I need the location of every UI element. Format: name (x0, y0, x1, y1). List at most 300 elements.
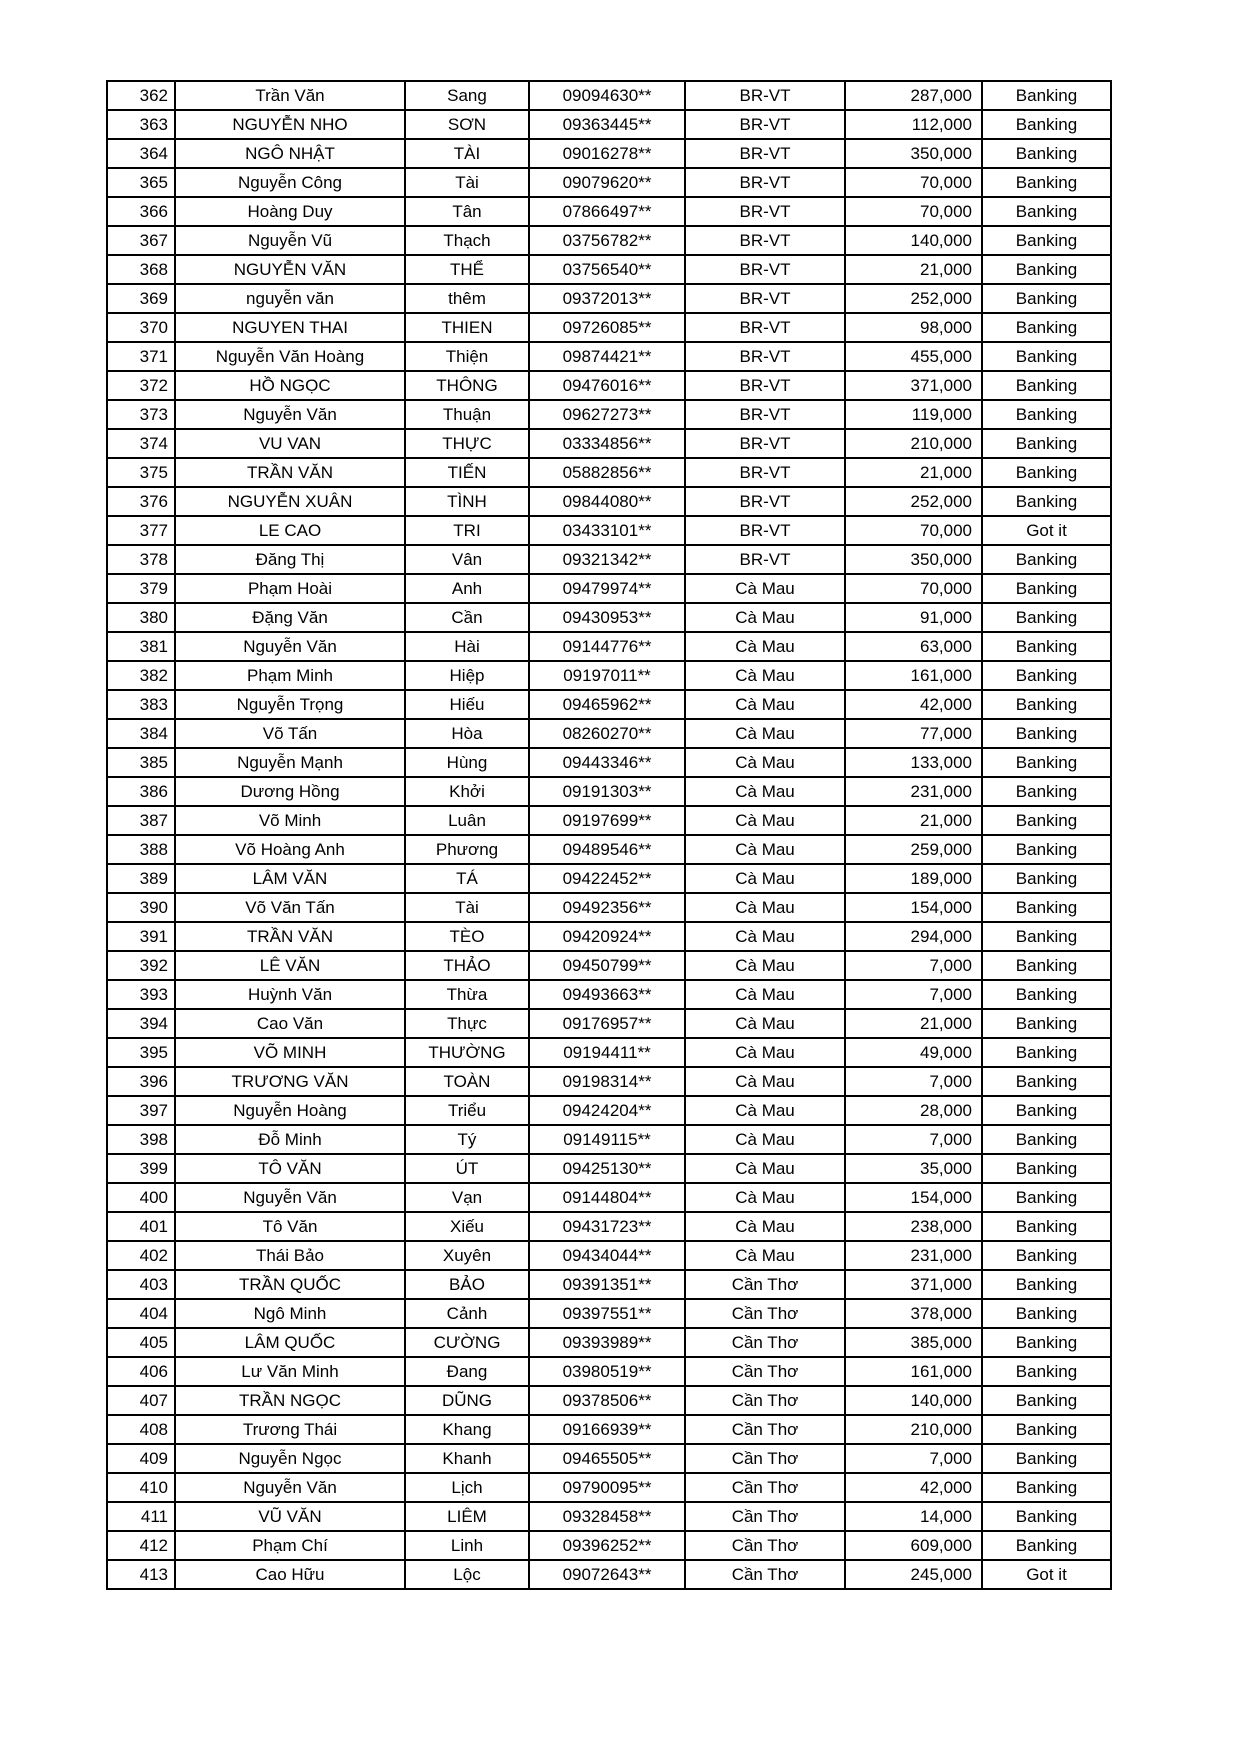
amount-cell: 385,000 (845, 1328, 982, 1357)
amount-cell: 455,000 (845, 342, 982, 371)
phone-masked-cell: 09443346** (529, 748, 685, 777)
row-number-cell: 402 (107, 1241, 175, 1270)
table-row (107, 951, 1111, 980)
last-name-cell: Hiếu (405, 690, 529, 719)
last-name-cell: Cần (405, 603, 529, 632)
amount-cell: 63,000 (845, 632, 982, 661)
first-name-cell: NGUYỄN XUÂN (175, 487, 405, 516)
first-name-cell: Dương Hồng (175, 777, 405, 806)
last-name-cell: Khang (405, 1415, 529, 1444)
amount-cell: 210,000 (845, 429, 982, 458)
row-number-cell: 398 (107, 1125, 175, 1154)
province-cell: Cà Mau (685, 1154, 845, 1183)
phone-masked-cell: 09072643** (529, 1560, 685, 1589)
province-cell: Cà Mau (685, 719, 845, 748)
phone-masked-cell: 09144804** (529, 1183, 685, 1212)
status-cell: Banking (982, 1444, 1111, 1473)
province-cell: Cà Mau (685, 603, 845, 632)
phone-masked-cell: 09149115** (529, 1125, 685, 1154)
province-cell: Cần Thơ (685, 1328, 845, 1357)
row-number-cell: 391 (107, 922, 175, 951)
row-number-cell: 401 (107, 1212, 175, 1241)
row-number-cell: 372 (107, 371, 175, 400)
amount-cell: 21,000 (845, 1009, 982, 1038)
first-name-cell: HỒ NGỌC (175, 371, 405, 400)
table-row (107, 690, 1111, 719)
status-cell: Banking (982, 458, 1111, 487)
row-number-cell: 407 (107, 1386, 175, 1415)
table-row (107, 371, 1111, 400)
phone-masked-cell: 07866497** (529, 197, 685, 226)
status-cell: Banking (982, 197, 1111, 226)
amount-cell: 35,000 (845, 1154, 982, 1183)
row-number-cell: 410 (107, 1473, 175, 1502)
table-row (107, 226, 1111, 255)
phone-masked-cell: 09094630** (529, 81, 685, 110)
row-number-cell: 388 (107, 835, 175, 864)
table-row (107, 487, 1111, 516)
table-row (107, 1241, 1111, 1270)
row-number-cell: 375 (107, 458, 175, 487)
phone-masked-cell: 09465505** (529, 1444, 685, 1473)
first-name-cell: Võ Hoàng Anh (175, 835, 405, 864)
phone-masked-cell: 09434044** (529, 1241, 685, 1270)
amount-cell: 245,000 (845, 1560, 982, 1589)
last-name-cell: Tân (405, 197, 529, 226)
first-name-cell: Hoàng Duy (175, 197, 405, 226)
status-cell: Banking (982, 1067, 1111, 1096)
table-row (107, 1502, 1111, 1531)
province-cell: Cà Mau (685, 922, 845, 951)
table-row (107, 400, 1111, 429)
row-number-cell: 364 (107, 139, 175, 168)
amount-cell: 371,000 (845, 1270, 982, 1299)
table-row (107, 574, 1111, 603)
amount-cell: 98,000 (845, 313, 982, 342)
province-cell: BR-VT (685, 458, 845, 487)
province-cell: BR-VT (685, 313, 845, 342)
phone-masked-cell: 09198314** (529, 1067, 685, 1096)
phone-masked-cell: 09476016** (529, 371, 685, 400)
last-name-cell: ÚT (405, 1154, 529, 1183)
table-row (107, 1299, 1111, 1328)
table-row (107, 1154, 1111, 1183)
amount-cell: 70,000 (845, 574, 982, 603)
status-cell: Banking (982, 139, 1111, 168)
province-cell: Cần Thơ (685, 1270, 845, 1299)
province-cell: Cà Mau (685, 1125, 845, 1154)
amount-cell: 91,000 (845, 603, 982, 632)
first-name-cell: VŨ VĂN (175, 1502, 405, 1531)
province-cell: Cần Thơ (685, 1444, 845, 1473)
phone-masked-cell: 09363445** (529, 110, 685, 139)
row-number-cell: 374 (107, 429, 175, 458)
amount-cell: 259,000 (845, 835, 982, 864)
row-number-cell: 366 (107, 197, 175, 226)
province-cell: Cà Mau (685, 806, 845, 835)
amount-cell: 231,000 (845, 777, 982, 806)
last-name-cell: Tý (405, 1125, 529, 1154)
phone-masked-cell: 09465962** (529, 690, 685, 719)
amount-cell: 378,000 (845, 1299, 982, 1328)
status-cell: Banking (982, 284, 1111, 313)
phone-masked-cell: 09420924** (529, 922, 685, 951)
amount-cell: 140,000 (845, 1386, 982, 1415)
row-number-cell: 377 (107, 516, 175, 545)
province-cell: Cần Thơ (685, 1357, 845, 1386)
amount-cell: 28,000 (845, 1096, 982, 1125)
amount-cell: 161,000 (845, 1357, 982, 1386)
last-name-cell: Thực (405, 1009, 529, 1038)
first-name-cell: TÔ VĂN (175, 1154, 405, 1183)
phone-masked-cell: 09431723** (529, 1212, 685, 1241)
last-name-cell: Triểu (405, 1096, 529, 1125)
table-row (107, 748, 1111, 777)
last-name-cell: SƠN (405, 110, 529, 139)
row-number-cell: 397 (107, 1096, 175, 1125)
table-row (107, 922, 1111, 951)
first-name-cell: NGUYỄN VĂN (175, 255, 405, 284)
phone-masked-cell: 03756782** (529, 226, 685, 255)
amount-cell: 70,000 (845, 516, 982, 545)
amount-cell: 140,000 (845, 226, 982, 255)
first-name-cell: Huỳnh Văn (175, 980, 405, 1009)
phone-masked-cell: 09874421** (529, 342, 685, 371)
last-name-cell: THỰC (405, 429, 529, 458)
first-name-cell: Trần Văn (175, 81, 405, 110)
table-row (107, 81, 1111, 110)
amount-cell: 14,000 (845, 1502, 982, 1531)
phone-masked-cell: 08260270** (529, 719, 685, 748)
phone-masked-cell: 09489546** (529, 835, 685, 864)
table-row (107, 313, 1111, 342)
phone-masked-cell: 03433101** (529, 516, 685, 545)
amount-cell: 238,000 (845, 1212, 982, 1241)
status-cell: Banking (982, 1415, 1111, 1444)
row-number-cell: 380 (107, 603, 175, 632)
table-row (107, 429, 1111, 458)
status-cell: Banking (982, 1502, 1111, 1531)
table-row (107, 1531, 1111, 1560)
table-row (107, 893, 1111, 922)
row-number-cell: 365 (107, 168, 175, 197)
province-cell: Cà Mau (685, 1241, 845, 1270)
row-number-cell: 382 (107, 661, 175, 690)
status-cell: Banking (982, 748, 1111, 777)
province-cell: BR-VT (685, 81, 845, 110)
last-name-cell: Hài (405, 632, 529, 661)
table-row (107, 1212, 1111, 1241)
last-name-cell: Tài (405, 893, 529, 922)
first-name-cell: TRẦN NGỌC (175, 1386, 405, 1415)
status-cell: Banking (982, 806, 1111, 835)
first-name-cell: TRẦN QUỐC (175, 1270, 405, 1299)
province-cell: Cần Thơ (685, 1531, 845, 1560)
province-cell: Cà Mau (685, 1067, 845, 1096)
row-number-cell: 384 (107, 719, 175, 748)
amount-cell: 231,000 (845, 1241, 982, 1270)
document-page (106, 80, 1112, 1590)
province-cell: BR-VT (685, 168, 845, 197)
last-name-cell: TÈO (405, 922, 529, 951)
amount-cell: 294,000 (845, 922, 982, 951)
table-row (107, 284, 1111, 313)
first-name-cell: Phạm Hoài (175, 574, 405, 603)
status-cell: Banking (982, 1212, 1111, 1241)
province-cell: BR-VT (685, 516, 845, 545)
first-name-cell: VÕ MINH (175, 1038, 405, 1067)
row-number-cell: 392 (107, 951, 175, 980)
status-cell: Banking (982, 1096, 1111, 1125)
province-cell: Cần Thơ (685, 1386, 845, 1415)
status-cell: Banking (982, 1357, 1111, 1386)
province-cell: Cà Mau (685, 893, 845, 922)
amount-cell: 371,000 (845, 371, 982, 400)
province-cell: BR-VT (685, 226, 845, 255)
first-name-cell: Phạm Minh (175, 661, 405, 690)
phone-masked-cell: 09166939** (529, 1415, 685, 1444)
amount-cell: 112,000 (845, 110, 982, 139)
row-number-cell: 389 (107, 864, 175, 893)
row-number-cell: 404 (107, 1299, 175, 1328)
first-name-cell: Nguyễn Vũ (175, 226, 405, 255)
status-cell: Got it (982, 516, 1111, 545)
first-name-cell: TRẦN VĂN (175, 458, 405, 487)
last-name-cell: Thuận (405, 400, 529, 429)
table-row (107, 1038, 1111, 1067)
last-name-cell: Khanh (405, 1444, 529, 1473)
status-cell: Banking (982, 777, 1111, 806)
amount-cell: 7,000 (845, 1125, 982, 1154)
amount-cell: 42,000 (845, 690, 982, 719)
last-name-cell: Hiệp (405, 661, 529, 690)
first-name-cell: NGUYỄN NHO (175, 110, 405, 139)
table-body (107, 81, 1111, 1589)
phone-masked-cell: 09450799** (529, 951, 685, 980)
first-name-cell: VU VAN (175, 429, 405, 458)
phone-masked-cell: 09378506** (529, 1386, 685, 1415)
amount-cell: 7,000 (845, 980, 982, 1009)
phone-masked-cell: 09492356** (529, 893, 685, 922)
amount-cell: 350,000 (845, 545, 982, 574)
phone-masked-cell: 09391351** (529, 1270, 685, 1299)
province-cell: Cà Mau (685, 951, 845, 980)
last-name-cell: Thừa (405, 980, 529, 1009)
last-name-cell: TÁ (405, 864, 529, 893)
last-name-cell: LIÊM (405, 1502, 529, 1531)
table-row (107, 1183, 1111, 1212)
first-name-cell: LÂM VĂN (175, 864, 405, 893)
amount-cell: 21,000 (845, 806, 982, 835)
phone-masked-cell: 09422452** (529, 864, 685, 893)
status-cell: Banking (982, 661, 1111, 690)
province-cell: BR-VT (685, 371, 845, 400)
province-cell: BR-VT (685, 255, 845, 284)
row-number-cell: 411 (107, 1502, 175, 1531)
table-row (107, 1328, 1111, 1357)
province-cell: Cà Mau (685, 980, 845, 1009)
row-number-cell: 369 (107, 284, 175, 313)
province-cell: Cà Mau (685, 835, 845, 864)
phone-masked-cell: 09726085** (529, 313, 685, 342)
phone-masked-cell: 09790095** (529, 1473, 685, 1502)
province-cell: Cà Mau (685, 1009, 845, 1038)
table-row (107, 632, 1111, 661)
amount-cell: 119,000 (845, 400, 982, 429)
phone-masked-cell: 03756540** (529, 255, 685, 284)
first-name-cell: Nguyễn Văn Hoàng (175, 342, 405, 371)
row-number-cell: 413 (107, 1560, 175, 1589)
table-row (107, 545, 1111, 574)
status-cell: Banking (982, 1299, 1111, 1328)
row-number-cell: 383 (107, 690, 175, 719)
table-row (107, 255, 1111, 284)
status-cell: Banking (982, 255, 1111, 284)
first-name-cell: LE CAO (175, 516, 405, 545)
province-cell: Cà Mau (685, 632, 845, 661)
last-name-cell: TOÀN (405, 1067, 529, 1096)
first-name-cell: Đặng Văn (175, 603, 405, 632)
province-cell: Cà Mau (685, 777, 845, 806)
status-cell: Banking (982, 1473, 1111, 1502)
row-number-cell: 376 (107, 487, 175, 516)
phone-masked-cell: 09425130** (529, 1154, 685, 1183)
last-name-cell: Đang (405, 1357, 529, 1386)
phone-masked-cell: 09197011** (529, 661, 685, 690)
status-cell: Banking (982, 719, 1111, 748)
row-number-cell: 412 (107, 1531, 175, 1560)
last-name-cell: DŨNG (405, 1386, 529, 1415)
status-cell: Banking (982, 835, 1111, 864)
row-number-cell: 386 (107, 777, 175, 806)
row-number-cell: 379 (107, 574, 175, 603)
row-number-cell: 368 (107, 255, 175, 284)
last-name-cell: Hùng (405, 748, 529, 777)
phone-masked-cell: 09079620** (529, 168, 685, 197)
table-row (107, 980, 1111, 1009)
amount-cell: 77,000 (845, 719, 982, 748)
last-name-cell: TÌNH (405, 487, 529, 516)
first-name-cell: Đăng Thị (175, 545, 405, 574)
phone-masked-cell: 09396252** (529, 1531, 685, 1560)
first-name-cell: Trương Thái (175, 1415, 405, 1444)
status-cell: Banking (982, 632, 1111, 661)
row-number-cell: 363 (107, 110, 175, 139)
status-cell: Banking (982, 1183, 1111, 1212)
table-row (107, 516, 1111, 545)
province-cell: BR-VT (685, 139, 845, 168)
row-number-cell: 387 (107, 806, 175, 835)
province-cell: Cà Mau (685, 1096, 845, 1125)
last-name-cell: Khởi (405, 777, 529, 806)
first-name-cell: Nguyễn Mạnh (175, 748, 405, 777)
row-number-cell: 406 (107, 1357, 175, 1386)
first-name-cell: NGUYEN THAI (175, 313, 405, 342)
amount-cell: 42,000 (845, 1473, 982, 1502)
province-cell: BR-VT (685, 197, 845, 226)
province-cell: Cà Mau (685, 690, 845, 719)
last-name-cell: THÔNG (405, 371, 529, 400)
amount-cell: 70,000 (845, 197, 982, 226)
province-cell: BR-VT (685, 110, 845, 139)
table-row (107, 1415, 1111, 1444)
row-number-cell: 394 (107, 1009, 175, 1038)
status-cell: Banking (982, 1386, 1111, 1415)
row-number-cell: 367 (107, 226, 175, 255)
status-cell: Banking (982, 110, 1111, 139)
province-cell: Cà Mau (685, 1038, 845, 1067)
phone-masked-cell: 03980519** (529, 1357, 685, 1386)
first-name-cell: Võ Văn Tấn (175, 893, 405, 922)
last-name-cell: Vân (405, 545, 529, 574)
table-row (107, 1357, 1111, 1386)
table-row (107, 777, 1111, 806)
status-cell: Banking (982, 922, 1111, 951)
first-name-cell: Nguyễn Văn (175, 1183, 405, 1212)
last-name-cell: Thiện (405, 342, 529, 371)
phone-masked-cell: 09430953** (529, 603, 685, 632)
phone-masked-cell: 09144776** (529, 632, 685, 661)
table-row (107, 1386, 1111, 1415)
table-row (107, 1473, 1111, 1502)
status-cell: Banking (982, 1270, 1111, 1299)
first-name-cell: Nguyễn Ngọc (175, 1444, 405, 1473)
last-name-cell: Linh (405, 1531, 529, 1560)
table-row (107, 1444, 1111, 1473)
last-name-cell: Tài (405, 168, 529, 197)
phone-masked-cell: 09393989** (529, 1328, 685, 1357)
status-cell: Banking (982, 980, 1111, 1009)
row-number-cell: 370 (107, 313, 175, 342)
status-cell: Banking (982, 371, 1111, 400)
row-number-cell: 400 (107, 1183, 175, 1212)
table-row (107, 139, 1111, 168)
phone-masked-cell: 09176957** (529, 1009, 685, 1038)
province-cell: BR-VT (685, 400, 845, 429)
last-name-cell: Vạn (405, 1183, 529, 1212)
status-cell: Banking (982, 1125, 1111, 1154)
first-name-cell: Nguyễn Văn (175, 400, 405, 429)
last-name-cell: TRI (405, 516, 529, 545)
table-row (107, 168, 1111, 197)
phone-masked-cell: 05882856** (529, 458, 685, 487)
last-name-cell: Lộc (405, 1560, 529, 1589)
first-name-cell: nguyễn văn (175, 284, 405, 313)
row-number-cell: 393 (107, 980, 175, 1009)
phone-masked-cell: 09016278** (529, 139, 685, 168)
row-number-cell: 396 (107, 1067, 175, 1096)
phone-masked-cell: 09424204** (529, 1096, 685, 1125)
row-number-cell: 381 (107, 632, 175, 661)
last-name-cell: THIEN (405, 313, 529, 342)
last-name-cell: Thạch (405, 226, 529, 255)
amount-cell: 21,000 (845, 458, 982, 487)
status-cell: Banking (982, 1531, 1111, 1560)
status-cell: Banking (982, 603, 1111, 632)
amount-cell: 252,000 (845, 487, 982, 516)
amount-cell: 350,000 (845, 139, 982, 168)
amount-cell: 189,000 (845, 864, 982, 893)
status-cell: Banking (982, 893, 1111, 922)
phone-masked-cell: 09194411** (529, 1038, 685, 1067)
phone-masked-cell: 09627273** (529, 400, 685, 429)
status-cell: Banking (982, 168, 1111, 197)
table-row (107, 342, 1111, 371)
amount-cell: 161,000 (845, 661, 982, 690)
province-cell: Cà Mau (685, 661, 845, 690)
status-cell: Banking (982, 400, 1111, 429)
last-name-cell: Luân (405, 806, 529, 835)
